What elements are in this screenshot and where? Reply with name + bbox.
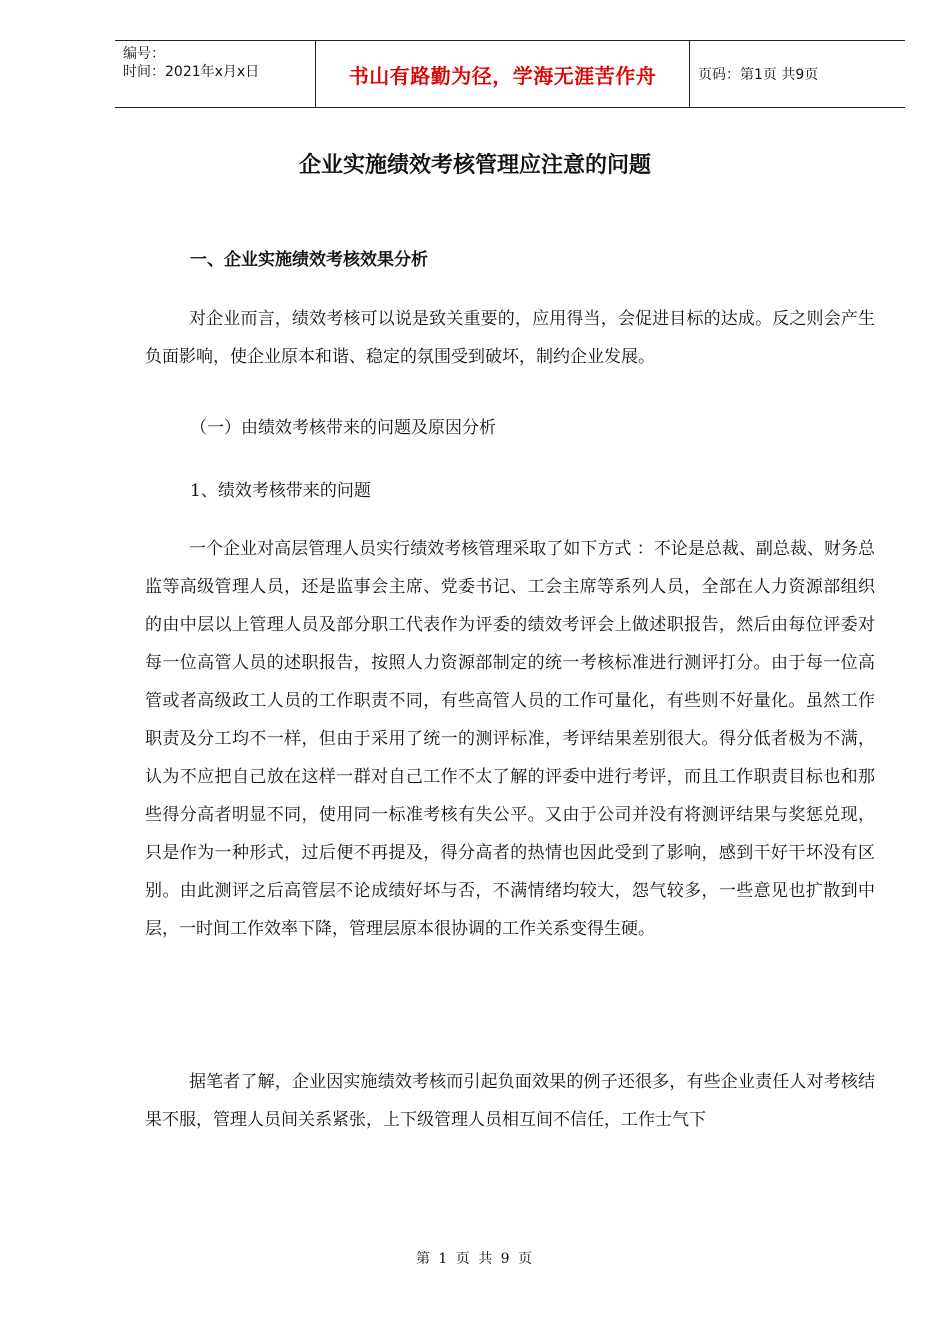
section-heading-1: 一、企业实施绩效考核效果分析 xyxy=(190,250,428,270)
paragraph-3: 据笔者了解，企业因实施绩效考核而引起负面效果的例子还很多，有些企业责任人对考核结果不服，管理人员间关系紧张，上下级管理人员相互间不信任，工作士气下 xyxy=(145,1072,875,1130)
paragraph-1: 对企业而言，绩效考核可以说是致关重要的，应用得当，会促进目标的达成。反之则会产生负面影响，使企业原本和谐、稳定的氛围受到破坏，制约企业发展。 xyxy=(145,309,875,367)
page-header xyxy=(115,40,905,108)
header-meta xyxy=(115,41,315,107)
header-number-label: 编号： xyxy=(123,46,165,62)
subsection-heading-1-1: 1、绩效考核带来的问题 xyxy=(190,481,371,501)
header-motto-cell xyxy=(315,41,690,107)
header-page-info: 页码：第1页 共9页 xyxy=(698,67,819,83)
header-time-label: 时间：2021年x月x日 xyxy=(123,64,260,80)
subsection-heading-1: （一）由绩效考核带来的问题及原因分析 xyxy=(190,418,496,438)
document-title: 企业实施绩效考核管理应注意的问题 xyxy=(298,152,651,178)
paragraph-2: 一个企业对高层管理人员实行绩效考核管理采取了如下方式 ：不论是总裁、副总裁、财务总监等高级管理人员，还是监事会主席、党委书记、工会主席等系列人员，全部在人力资源部组织的由中层以上管理人员及部分职工代表作为评委的绩效考评会上做述职报告，然后由每位评委对每一位高管人员的述职报告，按照人力资源部制定的统一考核标准进行测评打分。由于每一位高管或者高级政工人员的工作职责不同，有些高管人员的工作可量化，有些则不好量化。虽然工作职责及分工均不一样，但由于采用了统一的测评标准，考评结果差别很大。得分低者极为不满，认为不应把自己放在这样一群对自己工作不太了解的评委中进行考评，而且工作职责目标也和那些得分高者明显不同，使用同一标准考核有失公平。又由于公司并没有将测评结果与奖惩兑现，只是作为一种形式，过后便不再提及，得分高者的热情也因此受到了影响，感到干好干坏没有区别。由此测评之后高管层不论成绩好坏与否，不满情绪均较大，怨气较多，一些意见也扩散到中层，一时间工作效率下降，管理层原本很协调的工作关系变得生硬。 xyxy=(145,539,875,939)
page-footer-number: 第 1 页 共 9 页 xyxy=(415,1251,535,1267)
header-motto: 书山有路勤为径，学海无涯苦作舟 xyxy=(348,63,657,88)
